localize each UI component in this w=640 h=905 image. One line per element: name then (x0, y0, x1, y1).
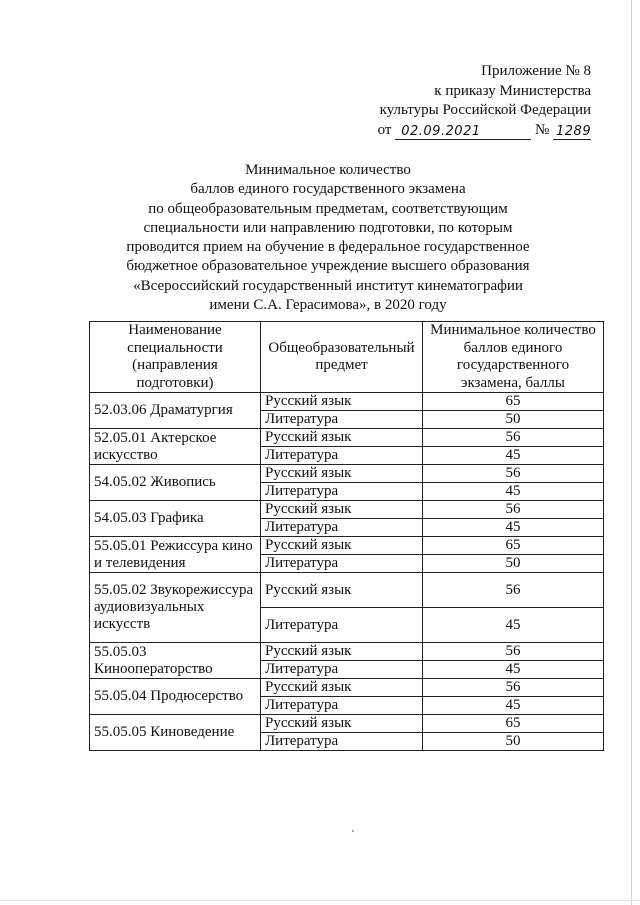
table-row (90, 679, 604, 697)
subject-cell: Литература (261, 733, 423, 751)
score-cell: 45 (423, 697, 604, 715)
title-line: специальности или направлению подготовки, по которым (143, 219, 513, 236)
score-cell: 56 (423, 679, 604, 697)
score-cell: 50 (423, 733, 604, 751)
appendix-number: Приложение № 8 (481, 63, 591, 79)
order-reference: к приказу Министерства (434, 82, 591, 99)
scan-speck (352, 830, 354, 832)
title-line: проводится прием на обучение в федеральное государственное (126, 239, 530, 256)
subject-cell: Литература (261, 608, 423, 643)
score-cell: 45 (423, 483, 604, 501)
table-row (90, 501, 604, 519)
specialty-cell: 55.05.05 Киноведение (90, 715, 261, 751)
specialty-cell: 55.05.01 Режиссура кино и телевидения (90, 537, 261, 573)
score-cell: 50 (423, 411, 604, 429)
score-cell: 65 (423, 715, 604, 733)
subject-cell: Литература (261, 697, 423, 715)
score-cell: 56 (423, 465, 604, 483)
score-cell: 56 (423, 573, 604, 608)
header-specialty: Наименование специальности (направления подготовки) (90, 322, 261, 393)
table-row (90, 393, 604, 411)
date-prefix: от (377, 121, 392, 138)
score-cell: 50 (423, 555, 604, 573)
subject-cell: Литература (261, 661, 423, 679)
title-line: «Всероссийский государственный институт кинематографии (133, 277, 523, 294)
score-cell: 45 (423, 661, 604, 679)
header-subject: Общеобразовательный предмет (261, 322, 423, 393)
specialty-cell: 54.05.02 Живопись (90, 465, 261, 501)
title-line: Минимальное количество (245, 162, 411, 178)
table-row (90, 465, 604, 483)
document-title (100, 161, 556, 315)
title-line: баллов единого государственного экзамена (190, 181, 466, 198)
subject-cell: Литература (261, 411, 423, 429)
score-cell: 45 (423, 608, 604, 643)
score-cell: 65 (423, 537, 604, 555)
order-number: 1289 (553, 123, 591, 140)
table-row (90, 715, 604, 733)
score-cell: 45 (423, 519, 604, 537)
order-date-line (378, 121, 591, 141)
score-cell: 56 (423, 501, 604, 519)
specialty-cell: 52.05.01 Актерское искусство (90, 429, 261, 465)
table-row (90, 573, 604, 608)
specialty-cell: 52.03.06 Драматургия (90, 393, 261, 429)
specialty-cell: 55.05.04 Продюсерство (90, 679, 261, 715)
subject-cell: Литература (261, 519, 423, 537)
number-prefix: № (534, 121, 550, 138)
title-line: имени С.А. Герасимова», в 2020 году (209, 297, 447, 314)
subject-cell: Русский язык (261, 501, 423, 519)
subject-cell: Русский язык (261, 465, 423, 483)
min-scores-table (89, 321, 604, 751)
subject-cell: Литература (261, 483, 423, 501)
subject-cell: Русский язык (261, 573, 423, 608)
subject-cell: Русский язык (261, 643, 423, 661)
subject-cell: Русский язык (261, 429, 423, 447)
subject-cell: Русский язык (261, 715, 423, 733)
page-edge-bottom (0, 900, 640, 901)
title-line: бюджетное образовательное учреждение высшего образования (126, 258, 530, 275)
subject-cell: Литература (261, 447, 423, 465)
subject-cell: Литература (261, 555, 423, 573)
score-cell: 45 (423, 447, 604, 465)
score-cell: 56 (423, 429, 604, 447)
specialty-cell: 54.05.03 Графика (90, 501, 261, 537)
table-row (90, 537, 604, 555)
title-line: по общеобразовательным предметам, соответствующим (148, 200, 508, 217)
ministry-name: культуры Российской Федерации (379, 102, 591, 118)
page-edge-right (631, 0, 632, 905)
subject-cell: Русский язык (261, 537, 423, 555)
order-date: 02.09.2021 (395, 123, 531, 140)
table-row (90, 643, 604, 661)
subject-cell: Русский язык (261, 393, 423, 411)
score-cell: 65 (423, 393, 604, 411)
score-cell: 56 (423, 643, 604, 661)
specialty-cell: 55.05.02 Звукорежиссура аудиовизуальных искусств (90, 573, 261, 643)
specialty-cell: 55.05.03 Кинооператорство (90, 643, 261, 679)
appendix-header (377, 62, 591, 140)
subject-cell: Русский язык (261, 679, 423, 697)
table-row (90, 429, 604, 447)
table-header-row (90, 322, 604, 393)
header-min-score: Минимальное количество баллов единого государственного экзамена, баллы (423, 322, 604, 393)
